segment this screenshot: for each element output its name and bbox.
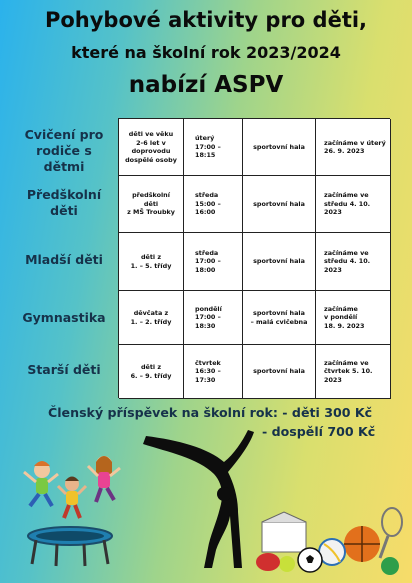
time-cell: středa 15:00 – 16:00 [195,191,221,217]
age-cell: předškolní děti z MŠ Troubky [127,191,175,217]
basketball-icon [344,526,380,562]
time-cell: čtvrtek 16:30 – 17:30 [195,358,221,384]
table-row [119,233,391,291]
start-cell: začínáme ve středu 4. 10. 2023 [324,248,371,274]
tennis-racket-icon [380,508,402,558]
jumping-kid-icon [88,456,120,502]
time-cell: pondělí 17:00 – 18:30 [195,304,222,330]
title-line-3: nabízí ASPV [128,72,284,98]
trampoline-icon [28,527,112,566]
time-cell: úterý 17:00 – 18:15 [195,134,221,160]
football-icon [298,548,322,572]
age-cell: děti ve věku 2-6 let v doprovodu dospělé osoby [125,130,177,164]
age-cell: děti z 6. – 9. třídy [130,363,172,380]
activity-label: Mladší děti [25,252,103,267]
title-line-2: které na školní rok 2023/2024 [71,43,341,62]
activity-label: Cvičení pro rodiče s dětmi [24,127,104,174]
schedule-table [118,118,390,398]
place-cell: sportovní hala [253,199,305,208]
gymnast-silhouette [138,428,258,578]
table-row [119,176,391,233]
time-cell: středa 17:00 – 18:00 [195,248,221,274]
place-cell: sportovní hala [253,142,305,151]
activity-label: Gymnastika [22,310,106,325]
table-row [119,345,391,399]
age-cell: děti z 1. – 5. třídy [130,253,172,270]
boxing-glove-icon [256,553,280,571]
start-cell: začínáme v pondělí 18. 9. 2023 [324,304,365,330]
table-row [119,119,391,176]
age-cell: děvčata z 1. – 2. třídy [130,309,172,326]
small-ball-icon [381,557,399,575]
box-icon [262,512,306,552]
activity-label: Předškolní děti [26,187,102,218]
sports-balls-illustration [252,500,410,578]
place-cell: sportovní hala – malá cvičebna [250,309,308,326]
title-line-1: Pohybové aktivity pro děti, [44,8,368,32]
start-cell: začínáme ve čtvrtek 5. 10. 2023 [324,358,373,384]
membership-fee-children: Členský příspěvek na školní rok: - děti 300 Kč [48,405,373,420]
tennis-ball-icon [279,556,295,572]
membership-fee-adults: - dospělí 700 Kč [262,424,376,439]
place-cell: sportovní hala [253,257,305,266]
place-cell: sportovní hala [253,367,305,376]
start-cell: začínáme ve středu 4. 10. 2023 [324,191,371,217]
volleyball-icon [319,539,345,565]
table-row [119,291,391,345]
start-cell: začínáme v úterý 26. 9. 2023 [324,138,386,155]
jumping-kid-icon [24,461,58,506]
activity-label: Starší děti [27,362,101,377]
jumping-kid-icon [58,477,86,519]
trampoline-kids-illustration [12,448,132,578]
